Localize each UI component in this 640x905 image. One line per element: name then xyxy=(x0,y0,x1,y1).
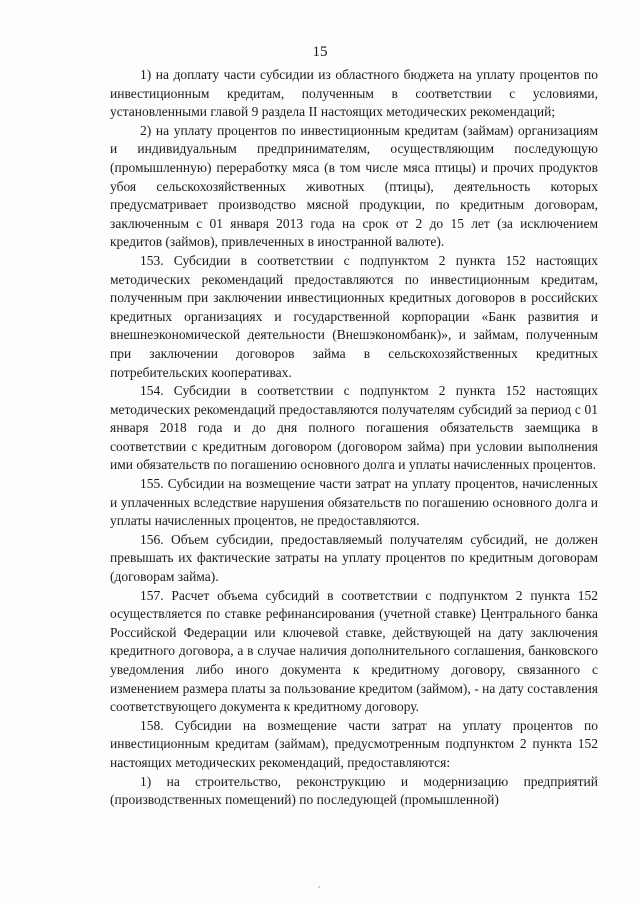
paragraph-158-subitem-1: 1) на строительство, реконструкцию и модернизацию предприятий (производственных помещений) по последующей (промышленной) xyxy=(110,773,598,808)
paragraph-subitem-1: 1) на доплату части субсидии из областного бюджета на уплату процентов по инвестиционным кредитам, полученным в соответствии с условиями, установленными главой 9 раздела II настоящих методических рекомендаций; xyxy=(110,67,598,120)
paragraph-156: 156. Объем субсидии, предоставляемый получателям субсидий, не должен превышать их фактические затраты на уплату процентов по кредитным договорам (договорам займа). xyxy=(110,531,598,585)
paragraph-153: 153. Субсидии в соответствии с подпунктом 2 пункта 152 настоящих методических рекомендаций предоставляются по инвестиционным кредитам, полученным при заключении инвестиционных кредитных договоров в российских кредитных организациях и государственной корпорации «Банк развития и внешнеэкономической деятельности (Внешэкономбанк)», и займам, полученным при заключении договоров займа в сельскохозяйственных кредитных потребительских кооперативах. xyxy=(110,252,598,380)
paragraph-subitem-2: 2) на уплату процентов по инвестиционным кредитам (займам) организациям и индивидуальным предпринимателям, осуществляющим последующую (промышленную) переработку мяса (в том числе мяса птицы) и прочих продуктов убоя сельскохозяйственных животных (птицы), деятельность которых предусматривает производство мясной продукции, по кредитным договорам, заключенным с 01 января 2013 года на срок от 2 до 15 лет (за исключением кредитов (займов), привлеченных в иностранной валюте). xyxy=(110,122,598,250)
paragraph-157: 157. Расчет объема субсидий в соответствии с подпунктом 2 пункта 152 осуществляется по ставке рефинансирования (учетной ставке) Центрального банка Российской Федерации или ключевой ставке, действующей на дату заключения кредитного договора, а в случае наличия дополнительного соглашения, банковского уведомления либо иного документа к кредитному договору, связанного с изменением размера платы за пользование кредитом (займом), - на дату составления соответствующего документа к кредитному договору. xyxy=(110,587,598,715)
page-number: 15 xyxy=(312,44,328,60)
paragraph-154: 154. Субсидии в соответствии с подпунктом 2 пункта 152 настоящих методических рекомендаций предоставляются получателям субсидий за период с 01 января 2018 года и до дня полного погашения обязательств заемщика в соответствии с кредитным договором (договором займа) при условии выполнения ими обязательств по погашению основного долга и уплаты начисленных процентов. xyxy=(110,383,598,473)
paragraph-158: 158. Субсидии на возмещение части затрат на уплату процентов по инвестиционным кредитам (займам), предусмотренным подпунктом 2 пункта 152 настоящих методических рекомендаций, предоставляются: xyxy=(110,717,598,770)
scan-artifact xyxy=(318,886,320,888)
paragraph-155: 155. Субсидии на возмещение части затрат на уплату процентов, начисленных и уплаченных вследствие нарушения обязательств по погашению основного долга и уплаты начисленных процентов, не предоставляются. xyxy=(110,476,598,529)
document-body xyxy=(110,66,598,810)
